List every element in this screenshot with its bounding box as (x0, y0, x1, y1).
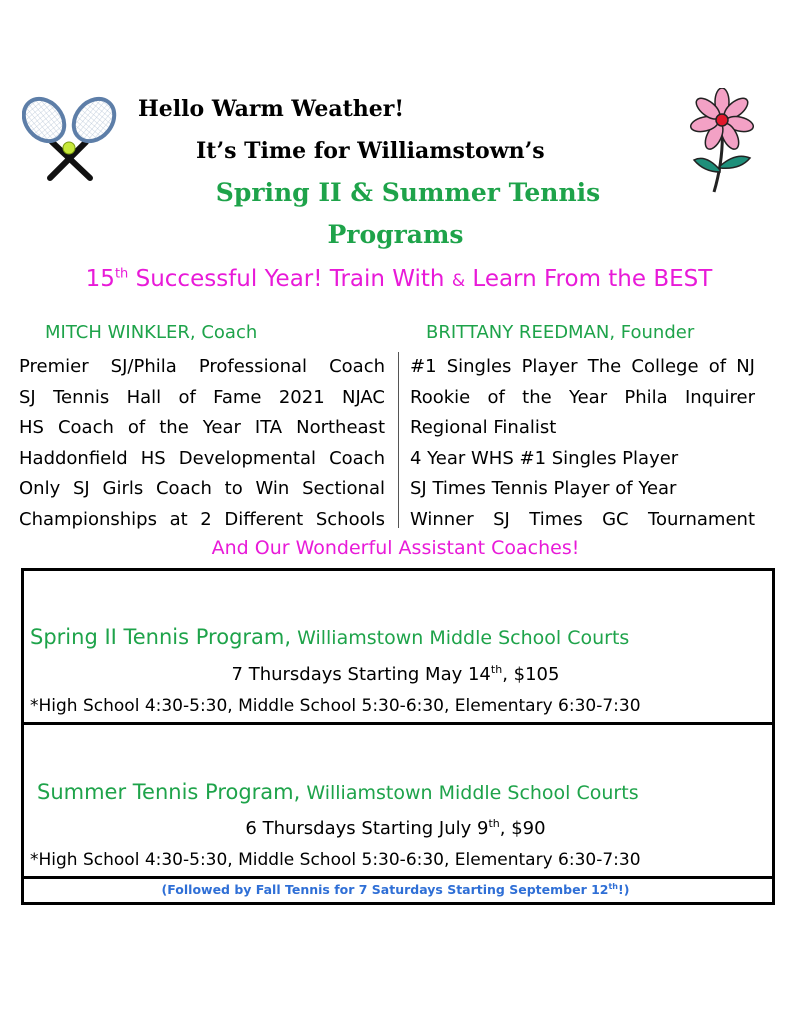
program-name: Spring II Tennis Program, (30, 625, 292, 649)
program-detail-text: 6 Thursdays Starting July 9 (245, 818, 489, 839)
credential-line: SJ Times Tennis Player of Year (410, 478, 677, 500)
credential-line: #1 Singles Player The College of NJ (410, 356, 755, 377)
spring-program-schedule: *High School 4:30-5:30, Middle School 5:30-6:30, Elementary 6:30-7:30 (30, 696, 641, 716)
tennis-rackets-icon (22, 96, 118, 182)
tagline-part-2: Learn From the BEST (465, 266, 713, 292)
tagline-part-1: Successful Year! Train With (128, 266, 452, 292)
right-coach-name: BRITTANY REEDMAN, Founder (426, 322, 695, 343)
credential-line: 4 Year WHS #1 Singles Player (410, 447, 679, 469)
spring-program-detail (0, 663, 791, 685)
program-detail-ordinal: th (490, 663, 503, 676)
summer-program-detail (0, 817, 791, 839)
credential-line: HS Coach of the Year ITA Northeast (19, 417, 385, 439)
fall-note-ordinal: th (608, 882, 619, 891)
fall-tennis-note (0, 882, 791, 897)
footer-divider (21, 876, 775, 879)
credential-line: Haddonfield HS Developmental Coach (19, 447, 385, 469)
right-coach-credentials (410, 352, 755, 536)
program-location: Williamstown Middle School Courts (300, 782, 639, 804)
left-coach-credentials (19, 352, 385, 536)
header-line-2: It’s Time for Williamstown’s (196, 138, 545, 164)
credential-line: SJ Tennis Hall of Fame 2021 NJAC (19, 386, 385, 408)
tagline-ampersand: & (451, 271, 466, 291)
header-line-4: Programs (327, 220, 464, 249)
credential-line: Rookie of the Year Phila Inquirer (410, 386, 755, 408)
program-detail-text: 7 Thursdays Starting May 14 (231, 664, 491, 685)
header-line-3: Spring II & Summer Tennis (215, 178, 601, 207)
assistant-coaches-line: And Our Wonderful Assistant Coaches! (211, 537, 580, 559)
fall-note-end: !) (618, 882, 630, 898)
program-divider (21, 722, 775, 725)
tagline-ordinal: th (114, 266, 129, 282)
spring-program-title (30, 625, 629, 649)
program-location: Williamstown Middle School Courts (291, 627, 630, 649)
credential-line: Regional Finalist (410, 417, 557, 439)
program-detail-ordinal: th (488, 817, 500, 830)
fall-note-text: (Followed by Fall Tennis for 7 Saturdays Starting September 12 (161, 882, 609, 898)
summer-program-schedule: *High School 4:30-5:30, Middle School 5:30-6:30, Elementary 6:30-7:30 (30, 850, 641, 870)
program-price: , $90 (499, 818, 546, 839)
tagline-number: 15 (85, 266, 115, 292)
program-price: , $105 (502, 664, 560, 685)
credential-line: Winner SJ Times GC Tournament (410, 508, 755, 530)
column-divider (398, 352, 399, 528)
header-line-1: Hello Warm Weather! (138, 96, 404, 122)
credential-line: Championships at 2 Different Schools (19, 508, 385, 530)
left-coach-name: MITCH WINKLER, Coach (45, 322, 258, 343)
credential-line: Only SJ Girls Coach to Win Sectional (19, 478, 385, 500)
tagline (0, 266, 791, 292)
summer-program-title (37, 780, 639, 804)
program-name: Summer Tennis Program, (37, 780, 301, 804)
credential-line: Premier SJ/Phila Professional Coach (19, 356, 385, 377)
